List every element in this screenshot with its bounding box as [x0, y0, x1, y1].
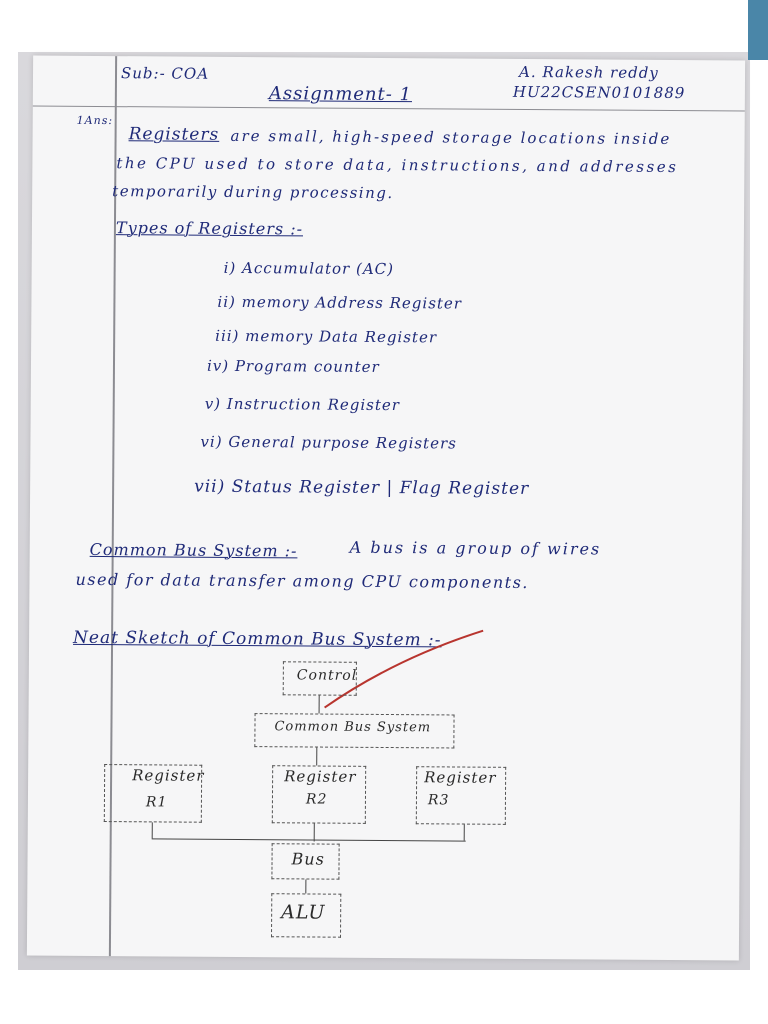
types-heading: Types of Registers :-	[115, 218, 304, 239]
register-type-item: ii) memory Address Register	[217, 292, 463, 313]
register-r2-name: R2	[305, 791, 328, 808]
register-r3-label: Register	[424, 768, 497, 787]
background-object	[748, 0, 768, 60]
register-type-item: v) Instruction Register	[204, 394, 401, 415]
header-rule	[33, 106, 745, 112]
register-type-item: vii) Status Register | Flag Register	[194, 476, 530, 499]
common-bus-label: Common Bus System	[274, 719, 432, 736]
register-r1-label: Register	[132, 766, 205, 785]
connector-line	[305, 879, 306, 893]
register-type-item: iii) memory Data Register	[215, 326, 438, 347]
sketch-heading: Neat Sketch of Common Bus System :-	[73, 627, 442, 651]
intro-line-3: temporarily during processing.	[112, 182, 394, 203]
register-type-item: iv) Program counter	[206, 356, 380, 376]
alu-label: ALU	[281, 901, 326, 924]
student-name: A. Rakesh reddy	[518, 62, 659, 82]
register-type-item: vi) General purpose Registers	[200, 432, 457, 453]
register-r2-label: Register	[284, 767, 357, 786]
connector-line	[152, 822, 154, 838]
connector-line	[319, 696, 321, 714]
assignment-title: Assignment- 1	[268, 83, 413, 106]
connector-line	[316, 748, 318, 766]
common-bus-term: Common Bus System :-	[89, 539, 298, 561]
registers-term: Registers	[128, 124, 220, 145]
answer-label: 1Ans:	[76, 113, 114, 128]
connector-line	[314, 824, 316, 842]
bus-line	[152, 838, 466, 842]
bus-line-2: used for data transfer among CPU components.	[75, 569, 529, 592]
control-label: Control	[296, 667, 358, 684]
roll-number: HU22CSEN0101889	[512, 82, 686, 103]
assignment-page	[27, 56, 745, 961]
register-r3-name: R3	[427, 792, 450, 809]
connector-line	[464, 825, 466, 841]
bus-line-1: A bus is a group of wires	[349, 537, 602, 559]
intro-line-2: the CPU used to store data, instructions, and addresses	[116, 154, 679, 177]
intro-line-1: are small, high-speed storage locations inside	[230, 126, 672, 148]
register-type-item: i) Accumulator (AC)	[223, 258, 395, 279]
register-r1-name: R1	[145, 794, 168, 811]
bus-label: Bus	[291, 849, 325, 869]
subject-label: Sub:- COA	[120, 64, 210, 83]
